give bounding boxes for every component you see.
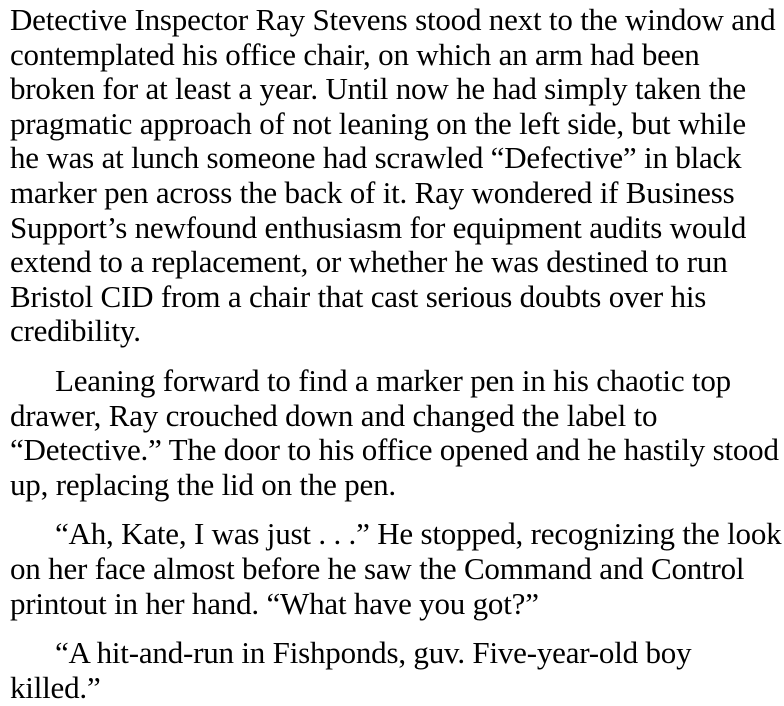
text-line: Bristol CID from a chair that cast serious doubts over his: [10, 278, 707, 314]
text-line: Leaning forward to find a marker pen in his chaotic top: [55, 362, 731, 398]
paragraph: [10, 3, 776, 349]
text-line: broken for at least a year. Until now he had simply taken the: [10, 71, 746, 107]
text-line: extend to a replacement, or whether he was destined to run: [10, 244, 728, 280]
text-line: drawer, Ray crouched down and changed the label to: [10, 397, 658, 433]
text-line: pragmatic approach of not leaning on the left side, but while: [10, 105, 746, 141]
text-line: “Ah, Kate, I was just . . .” He stopped, recognizing the look: [55, 516, 782, 552]
paragraph: [10, 516, 782, 621]
text-line: “A hit-and-run in Fishponds, guv. Five-year-old boy: [55, 635, 692, 671]
paragraph: [10, 636, 776, 705]
text-line: up, replacing the lid on the pen.: [10, 466, 396, 502]
text-line: marker pen across the back of it. Ray wondered if Business: [10, 174, 735, 210]
text-line: credibility.: [10, 313, 141, 349]
text-line: Detective Inspector Ray Stevens stood next to the window and: [10, 2, 776, 37]
text-line: printout in her hand. “What have you got?”: [10, 585, 539, 621]
text-line: Support’s newfound enthusiasm for equipment audits would: [10, 209, 747, 245]
text-line: “Detective.” The door to his office opened and he hastily stood: [10, 432, 779, 468]
paragraph: [10, 362, 779, 502]
text-line: on her face almost before he saw the Command and Control: [10, 550, 745, 586]
text-line: killed.”: [10, 669, 101, 705]
text-line: he was at lunch someone had scrawled “Defective” in black: [10, 140, 742, 176]
text-line: contemplated his office chair, on which an arm had been: [10, 36, 700, 72]
